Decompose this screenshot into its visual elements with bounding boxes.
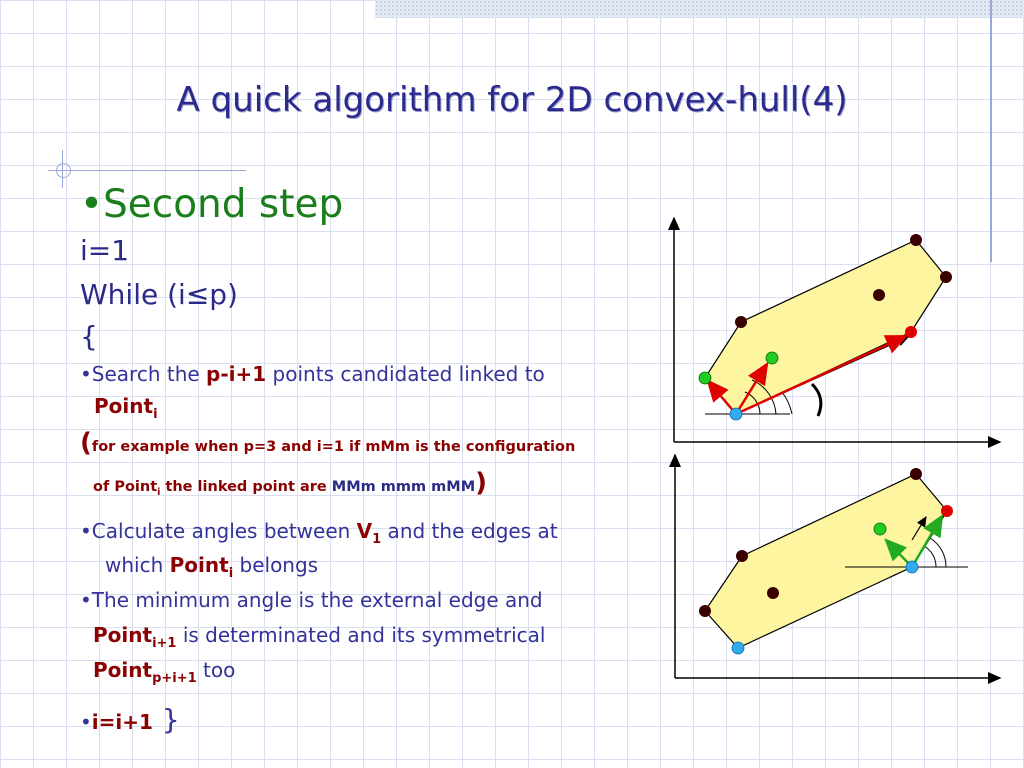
bottom-angle-arc-2 [930, 538, 946, 567]
top-angle-arc-3 [782, 392, 792, 414]
bullet-calc-2: which Point$_i$ belongs [105, 553, 319, 581]
bottom-diagram [675, 455, 1000, 678]
step-heading: •Second step [80, 182, 344, 227]
bullet-search-point: Point$_i$ [94, 394, 158, 422]
example-line-1: (for example when p=3 and i=1 if mMm is the configuration [80, 428, 576, 458]
bullet-min-2: Point$_{i+1}$ is determinated and its symmetrical [93, 623, 546, 651]
example-line-2: of Point$_i$ the linked point are MMm mmm mMM) [93, 468, 488, 498]
bullet-increment: •i=i+1 } [80, 703, 180, 736]
top-point [873, 289, 885, 301]
top-point [940, 271, 952, 283]
code-while: While (i≤p) [80, 278, 238, 311]
top-point [735, 316, 747, 328]
bottom-point [767, 587, 779, 599]
bullet-min-3: Point$_{p+i+1}$ too [93, 658, 236, 686]
top-point-green [766, 352, 778, 364]
bullet-min: •The minimum angle is the external edge and [80, 588, 543, 612]
bottom-point [699, 605, 711, 617]
top-angle-bracket [812, 384, 821, 416]
bottom-point-green [874, 523, 886, 535]
bullet-calc: •Calculate angles between $V_1$ and the edges at [80, 519, 558, 547]
bottom-point-red [941, 505, 953, 517]
top-diagram [674, 218, 1000, 442]
bottom-angle-arc-1 [924, 546, 936, 567]
slide-title: A quick algorithm for 2D convex-hull(4) [176, 80, 848, 120]
code-init: i=1 [80, 234, 130, 267]
top-point [910, 234, 922, 246]
bottom-point-blue [732, 642, 744, 654]
code-brace-open: { [80, 320, 98, 353]
top-point-green [699, 372, 711, 384]
bottom-point [736, 550, 748, 562]
bottom-point-blue [906, 561, 918, 573]
top-point-blue [730, 408, 742, 420]
bullet-search: •Search the p-i+1 points candidated linked to [80, 362, 545, 386]
top-point-red [905, 326, 917, 338]
bottom-point [910, 468, 922, 480]
